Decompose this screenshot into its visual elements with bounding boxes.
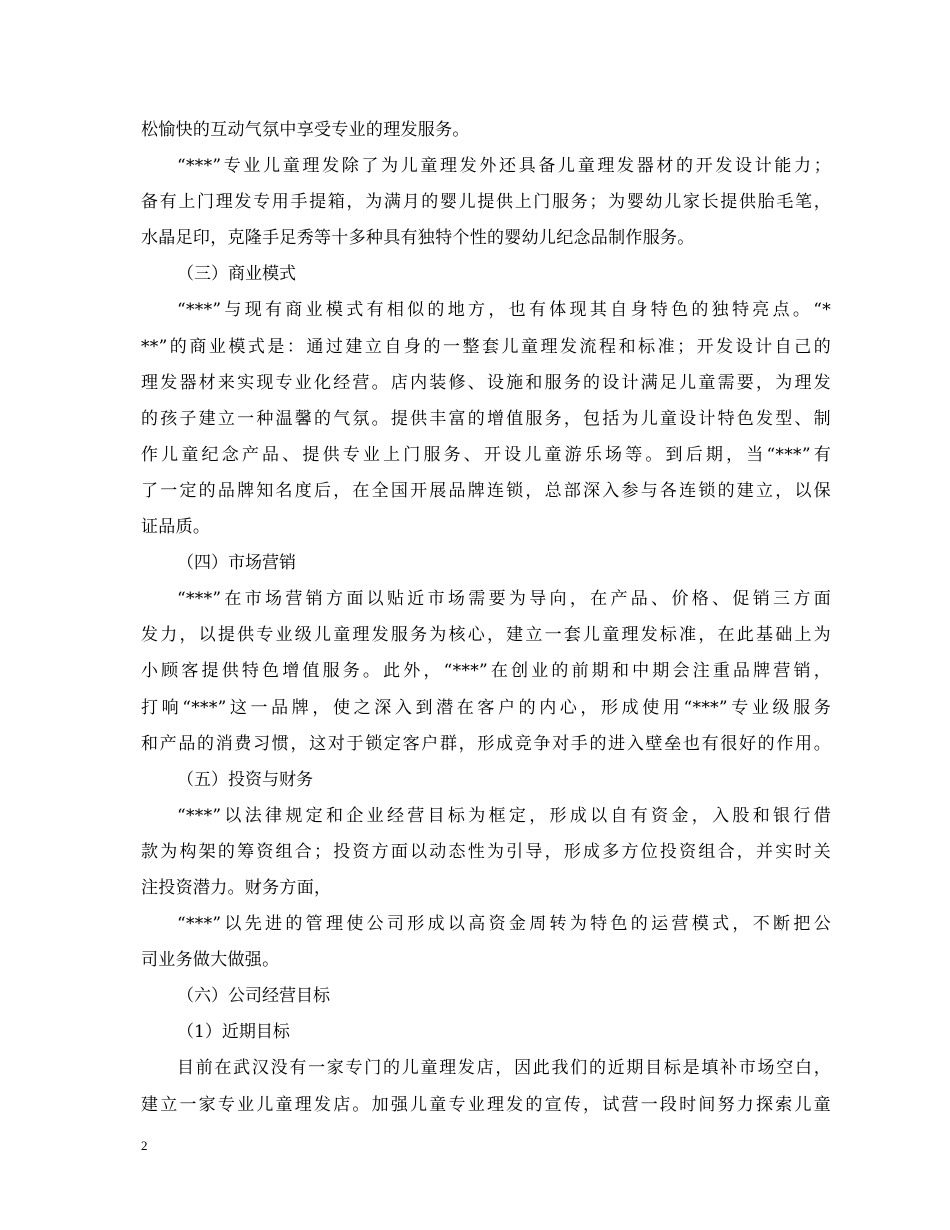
text-line: 发力，以提供专业级儿童理发服务为核心，建立一套儿童理发标准，在此基础上为	[141, 625, 831, 646]
paragraph	[141, 292, 831, 545]
text-line: “***”在市场营销方面以贴近市场需要为导向，在产品、价格、促销三方面	[177, 589, 831, 610]
text-line: “***”专业儿童理发除了为儿童理发外还具备儿童理发器材的开发设计能力；	[177, 156, 831, 177]
text-line: 松愉快的互动气氛中享受专业的理发服务。	[141, 120, 470, 140]
text-line: 水晶足印，克隆手足秀等十多种具有独特个性的婴幼儿纪念品制作服务。	[141, 228, 695, 249]
text-line: 司业务做大做强。	[141, 950, 280, 971]
text-line: 和产品的消费习惯，这对于锁定客户群，形成竞争对手的进入壁垒也有很好的作用。	[141, 733, 831, 754]
paragraph	[141, 798, 831, 906]
page-number: 2	[141, 1138, 148, 1153]
paragraph	[141, 581, 831, 761]
text-line: “***”与现有商业模式有相似的地方，也有体现其自身特色的独特亮点。“*	[177, 300, 831, 321]
section-heading: （五）投资与财务	[177, 769, 313, 790]
text-line: 证品质。	[141, 517, 211, 538]
section-heading: （六）公司经营目标	[177, 986, 330, 1007]
section-heading: （三）商业模式	[177, 264, 296, 285]
text-line: 的孩子建立一种温馨的气氛。提供丰富的增值服务，包括为儿童设计特色发型、制	[141, 408, 831, 429]
text-line: 建立一家专业儿童理发店。加强儿童专业理发的宣传，试营一段时间努力探索儿童	[141, 1094, 831, 1115]
text-line: 作儿童纪念产品、提供专业上门服务、开设儿童游乐场等。到后期，当“***”有	[141, 444, 831, 465]
text-line: 备有上门理发专用手提箱，为满月的婴儿提供上门服务；为婴幼儿家长提供胎毛笔，	[141, 192, 831, 213]
text-line: 目前在武汉没有一家专门的儿童理发店，因此我们的近期目标是填补市场空白，	[177, 1058, 831, 1079]
paragraph	[141, 906, 831, 978]
text-line: **”的商业模式是：通过建立自身的一整套儿童理发流程和标准；开发设计自己的	[141, 336, 831, 357]
text-line: “***”以法律规定和企业经营目标为框定，形成以自有资金，入股和银行借	[177, 805, 831, 826]
section-heading: （1）近期目标	[177, 1022, 290, 1043]
paragraph	[141, 112, 831, 148]
text-line: 理发器材来实现专业化经营。店内装修、设施和服务的设计满足儿童需要，为理发	[141, 372, 831, 393]
paragraph	[141, 148, 831, 256]
section-heading: （四）市场营销	[177, 553, 296, 574]
text-line: 小顾客提供特色增值服务。此外，“***”在创业的前期和中期会注重品牌营销，	[141, 661, 831, 682]
text-line: 注投资潜力。财务方面，	[141, 877, 332, 898]
text-line: 了一定的品牌知名度后，在全国开展品牌连锁，总部深入参与各连锁的建立，以保	[141, 480, 831, 501]
document-body	[141, 112, 831, 1123]
text-line: 打响“***”这一品牌，使之深入到潜在客户的内心，形成使用“***”专业级服务	[141, 697, 831, 718]
text-line: “***”以先进的管理使公司形成以高资金周转为特色的运营模式，不断把公	[177, 914, 831, 935]
text-line: 款为构架的筹资组合；投资方面以动态性为引导，形成多方位投资组合，并实时关	[141, 841, 831, 862]
paragraph	[141, 1050, 831, 1122]
